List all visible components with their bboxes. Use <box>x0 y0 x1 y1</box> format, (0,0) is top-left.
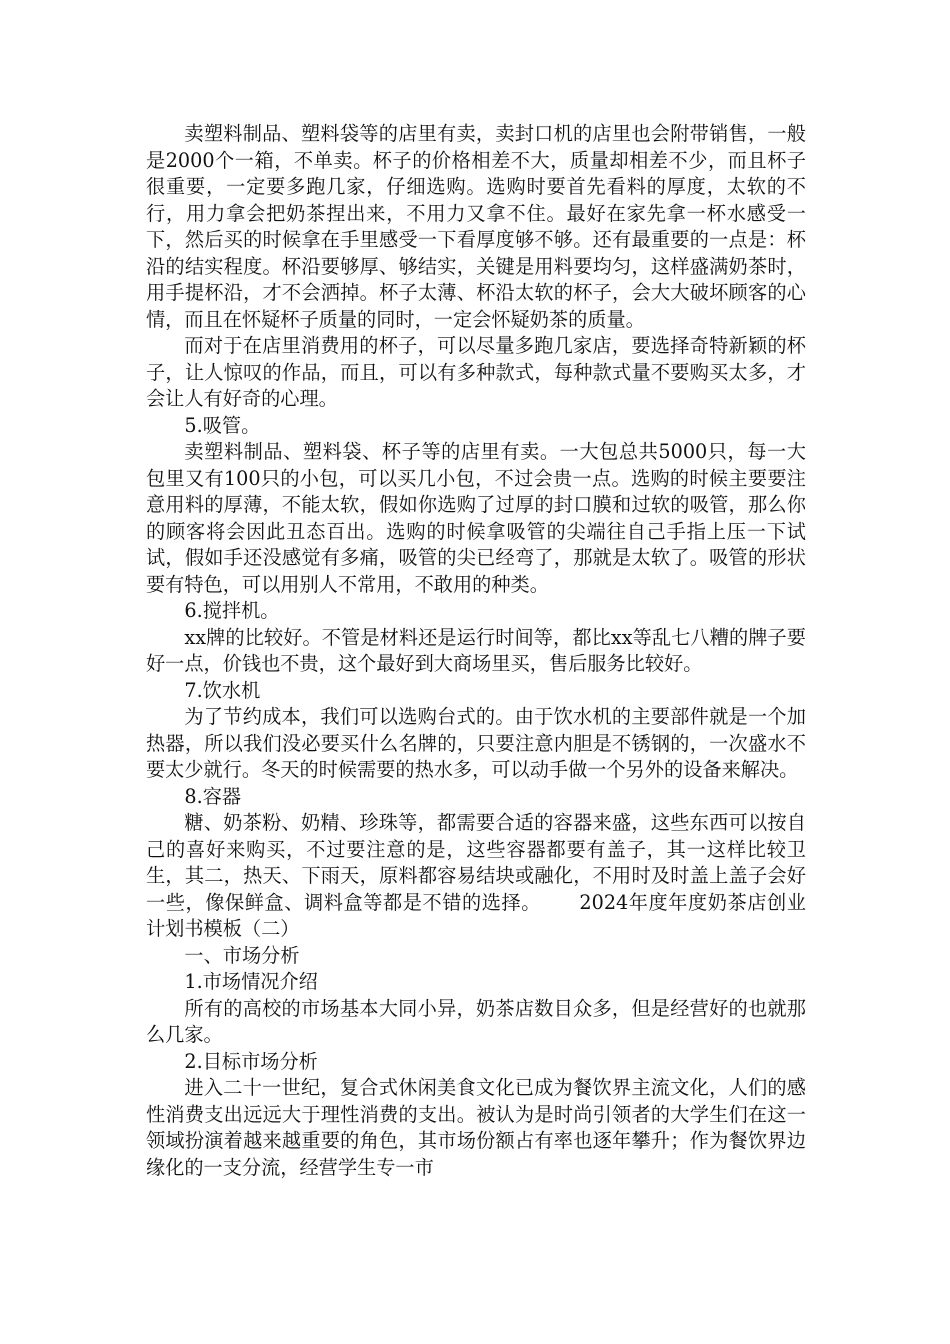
paragraph-straws: 卖塑料制品、塑料袋、杯子等的店里有卖。一大包总共5000只，每一大包里又有100只的小包，可以买几小包，不过会贵一点。选购的时候主要要注意用料的厚薄，不能太软，假如你选购了过厚的封口膜和过软的吸管，那么你的顾客将会因此丑态百出。选购的时候拿吸管的尖端往自己手指上压一下试试，假如手还没感觉有多痛，吸管的尖已经弯了，那就是太软了。吸管的形状要有特色，可以用别人不常用，不敢用的种类。 <box>146 440 806 596</box>
heading-market-analysis: 一、市场分析 <box>184 943 300 967</box>
heading-blender: 6.搅拌机。 <box>184 599 280 622</box>
paragraph-water-dispenser: 为了节约成本，我们可以选购台式的。由于饮水机的主要部件就是一个加热器，所以我们没必要买什么名牌的，只要注意内胆是不锈钢的，一次盛水不要太少就行。冬天的时候需要的热水多，可以动手做一个另外的设备来解决。 <box>146 705 806 781</box>
plan-title: 2024年度年度奶茶店创业计划书模板（二） <box>146 890 806 940</box>
paragraph-target-market: 进入二十一世纪，复合式休闲美食文化已成为餐饮界主流文化，人们的感性消费支出远远大于理性消费的支出。被认为是时尚引领者的大学生们在这一领域扮演着越来越重要的角色，其市场份额占有率也逐年攀升；作为餐饮界边缘化的一支分流，经营学生专一市 <box>146 1076 806 1179</box>
heading-water-dispenser: 7.饮水机 <box>184 678 261 702</box>
paragraph-market-intro: 所有的高校的市场基本大同小异，奶茶店数目众多，但是经营好的也就那么几家。 <box>146 996 806 1046</box>
containers-text: 糖、奶茶粉、奶精、珍珠等，都需要合适的容器来盛，这些东西可以按自己的喜好来购买，不过要注意的是，这些容器都要有盖子，其一这样比较卫生，其二，热天、下雨天，原料都容易结块或融化，不用时及时盖上盖子会好一些，像保鲜盒、调料盒等都是不错的选择。 <box>146 811 806 914</box>
heading-containers: 8.容器 <box>184 784 242 808</box>
heading-target-market: 2.目标市场分析 <box>184 1049 318 1073</box>
paragraph-cups: 卖塑料制品、塑料袋等的店里有卖，卖封口机的店里也会附带销售，一般是2000个一箱，不单卖。杯子的价格相差不大，质量却相差不少，而且杯子很重要，一定要多跑几家，仔细选购。选购时要首先看料的厚度，太软的不行，用力拿会把奶茶捏出来，不用力又拿不住。最好在家先拿一杯水感受一下，然后买的时候拿在手里感受一下看厚度够不够。还有最重要的一点是：杯沿的结实程度。杯沿要够厚、够结实，关键是用料要均匀，这样盛满奶茶时，用手提杯沿，才不会洒掉。杯子太薄、杯沿太软的杯子，会大大破坏顾客的心情，而且在怀疑杯子质量的同时，一定会怀疑奶茶的质量。 <box>146 122 806 331</box>
heading-straws: 5.吸管。 <box>184 413 261 437</box>
heading-market-intro: 1.市场情况介绍 <box>184 970 318 993</box>
paragraph-containers <box>146 810 806 943</box>
paragraph-store-cups: 而对于在店里消费用的杯子，可以尽量多跑几家店，要选择奇特新颖的杯子，让人惊叹的作品，而且，可以有多种款式，每种款式量不要购买太多，才会让人有好奇的心理。 <box>146 334 806 410</box>
paragraph-blender: xx牌的比较好。不管是材料还是运行时间等，都比xx等乱七八糟的牌子要好一点，价钱也不贵，这个最好到大商场里买，售后服务比较好。 <box>146 625 806 675</box>
document-page <box>146 121 806 1181</box>
